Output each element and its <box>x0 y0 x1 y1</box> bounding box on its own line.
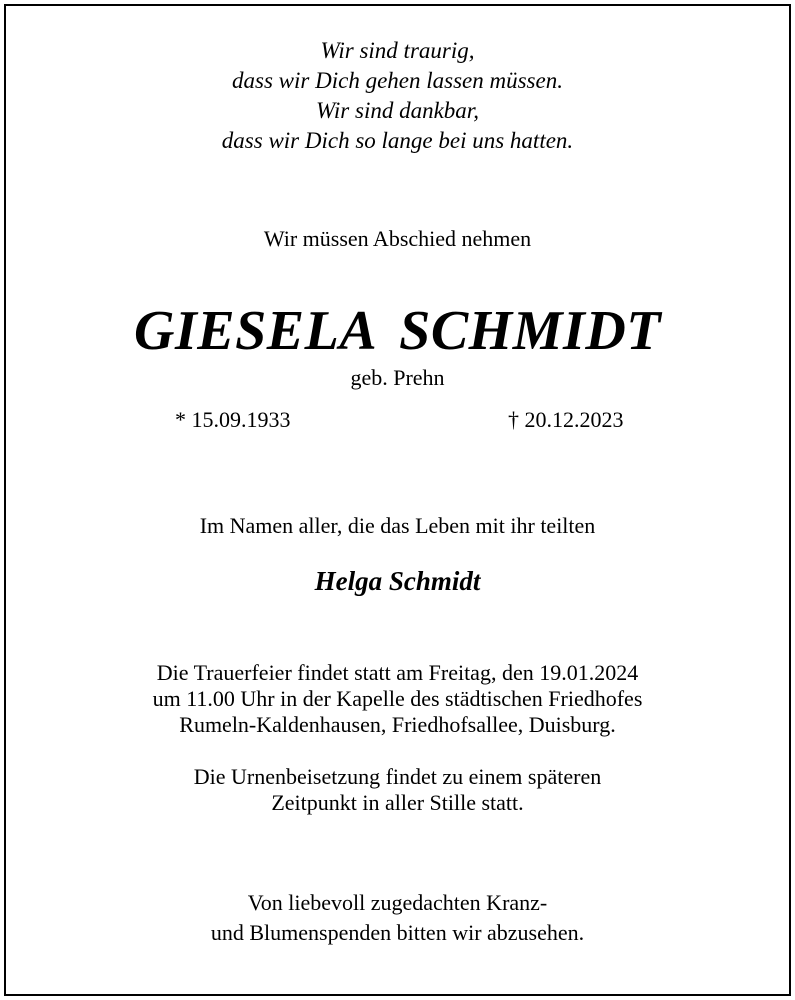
urn-burial-line: Die Urnenbeisetzung findet zu einem späteren <box>193 764 602 789</box>
ceremony-line: Rumeln-Kaldenhausen, Friedhofsallee, Duisburg. <box>179 712 616 737</box>
flowers-note-line: Von liebevoll zugedachten Kranz- <box>247 890 548 915</box>
poem-line: dass wir Dich gehen lassen müssen. <box>232 68 563 93</box>
flowers-note <box>0 888 795 948</box>
deceased-first-name: GIESELA <box>134 300 378 362</box>
birth-name: geb. Prehn <box>350 365 445 390</box>
urn-burial-info <box>0 764 795 816</box>
poem-line: Wir sind traurig, <box>320 38 475 63</box>
poem <box>0 36 795 156</box>
mourners-intro: Im Namen aller, die das Leben mit ihr teilten <box>199 513 596 538</box>
ceremony-line: Die Trauerfeier findet statt am Freitag, den 19.01.2024 <box>156 660 639 685</box>
poem-line: Wir sind dankbar, <box>316 98 479 123</box>
flowers-note-line: und Blumenspenden bitten wir abzusehen. <box>210 920 585 945</box>
deceased-last-name: SCHMIDT <box>399 300 661 362</box>
deceased-name <box>0 298 795 364</box>
mourner-name: Helga Schmidt <box>314 566 481 596</box>
urn-burial-line: Zeitpunkt in aller Stille statt. <box>271 790 524 815</box>
farewell-line: Wir müssen Abschied nehmen <box>263 226 532 251</box>
death-date: † 20.12.2023 <box>508 407 624 432</box>
ceremony-line: um 11.00 Uhr in der Kapelle des städtischen Friedhofes <box>152 686 643 711</box>
birth-date: * 15.09.1933 <box>175 407 291 432</box>
poem-line: dass wir Dich so lange bei uns hatten. <box>221 128 574 153</box>
ceremony-info <box>0 660 795 738</box>
